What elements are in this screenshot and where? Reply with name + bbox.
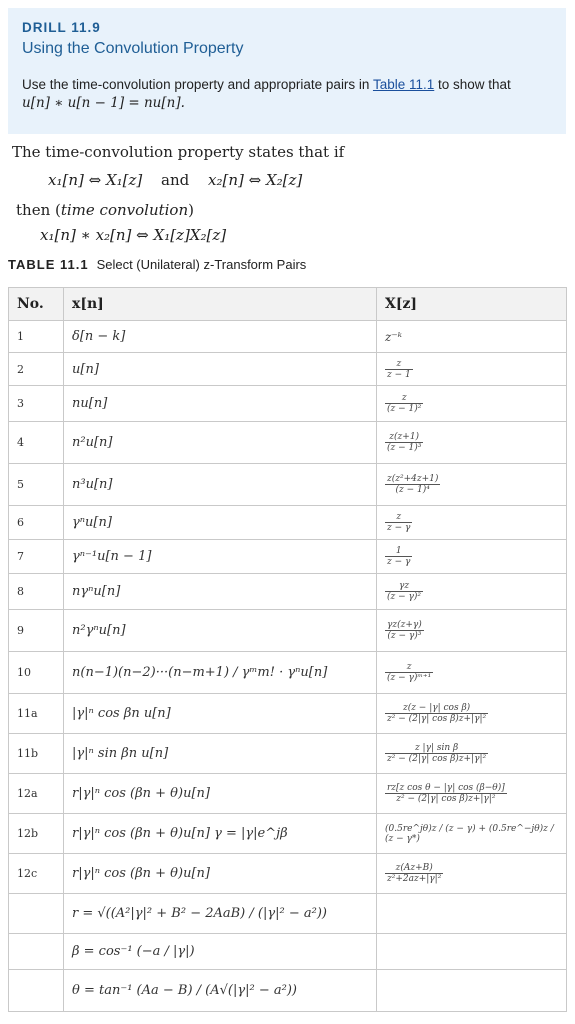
- row-xn: u[n]: [64, 353, 377, 386]
- denominator: z − 1: [387, 369, 411, 380]
- fraction: [385, 359, 413, 380]
- row-xn: δ[n − k]: [64, 321, 377, 353]
- convolution-result: x₁[n] ∗ x₂[n] ⇔ X₁[z]X₂[z]: [40, 226, 227, 244]
- row-xn: γⁿu[n]: [64, 506, 377, 540]
- table-header-row: [9, 288, 567, 321]
- table-row: [9, 652, 567, 694]
- z-transform-table: [8, 287, 567, 1012]
- row-number: [9, 894, 64, 934]
- numerator: z: [385, 393, 423, 404]
- table-caption-text: Select (Unilateral) z-Transform Pairs: [96, 257, 307, 272]
- pair2: x₂[n] ⇔ X₂[z]: [208, 171, 303, 189]
- row-xn: r|γ|ⁿ cos (βn + θ)u[n] γ = |γ|e^jβ: [64, 814, 377, 854]
- table-row: [9, 694, 567, 734]
- row-xz: [377, 506, 567, 540]
- row-xz: [377, 652, 567, 694]
- row-xz: [377, 464, 567, 506]
- table-row: [9, 422, 567, 464]
- row-number: 10: [9, 652, 64, 694]
- row-xz: [377, 854, 567, 894]
- fraction: [385, 581, 423, 602]
- table-caption-label: TABLE 11.1: [8, 257, 89, 272]
- numerator: 1: [385, 546, 412, 557]
- denominator: z²+2az+|γ|²: [387, 874, 442, 884]
- numerator: z(Az+B): [385, 863, 443, 874]
- table-row: [9, 734, 567, 774]
- table-row: [9, 854, 567, 894]
- row-xz: z⁻ᵏ: [377, 321, 567, 353]
- table-row: [9, 970, 567, 1012]
- fraction: [385, 703, 488, 724]
- denominator: (z − γ)³: [387, 631, 422, 641]
- row-number: 9: [9, 610, 64, 652]
- row-xn: r = √((A²|γ|² + B² − 2AaB) / (|γ|² − a²)): [64, 894, 377, 934]
- table-caption: [8, 257, 306, 272]
- fraction: [385, 512, 412, 533]
- fraction: [385, 432, 423, 453]
- table-body: [9, 321, 567, 1012]
- drill-equation: u[n] ∗ u[n − 1] = nu[n].: [22, 95, 185, 111]
- denominator: (z − γ)²: [387, 592, 422, 602]
- header-xn: x[n]: [64, 288, 377, 321]
- row-xz: [377, 734, 567, 774]
- pair1: x₁[n] ⇔ X₁[z]: [48, 171, 143, 189]
- numerator: z(z+1): [385, 432, 423, 443]
- intro-text: The time-convolution property states that if: [12, 143, 345, 161]
- drill-label: DRILL 11.9: [22, 20, 101, 35]
- row-xn: γⁿ⁻¹u[n − 1]: [64, 540, 377, 574]
- drill-text-after: to show that: [434, 77, 511, 92]
- and-text: and: [161, 171, 190, 189]
- row-xz: [377, 694, 567, 734]
- row-xn: θ = tan⁻¹ (Aa − B) / (A√(|γ|² − a²)): [64, 970, 377, 1012]
- row-xz: [377, 610, 567, 652]
- row-xz: [377, 970, 567, 1012]
- row-number: 12a: [9, 774, 64, 814]
- fraction: [385, 783, 507, 804]
- row-number: 3: [9, 386, 64, 422]
- row-xz: [377, 422, 567, 464]
- row-xn: r|γ|ⁿ cos (βn + θ)u[n]: [64, 774, 377, 814]
- denominator: z − γ: [387, 557, 411, 567]
- denominator: z² − (2|γ| cos β)z+|γ|²: [396, 794, 496, 804]
- row-xz: [377, 386, 567, 422]
- then-text: [16, 201, 194, 219]
- denominator: z² − (2|γ| cos β)z+|γ|²: [387, 714, 487, 724]
- denominator: z − γ: [387, 523, 411, 533]
- drill-text-before: Use the time-convolution property and appropriate pairs in: [22, 77, 373, 92]
- row-number: [9, 970, 64, 1012]
- row-number: 4: [9, 422, 64, 464]
- row-number: 12c: [9, 854, 64, 894]
- row-xn: n³u[n]: [64, 464, 377, 506]
- table-row: [9, 814, 567, 854]
- table-row: [9, 321, 567, 353]
- numerator: γz(z+γ): [387, 620, 422, 630]
- denominator: (z − γ)ᵐ⁺¹: [387, 673, 432, 683]
- row-xn: r|γ|ⁿ cos (βn + θ)u[n]: [64, 854, 377, 894]
- table-row: [9, 353, 567, 386]
- row-xn: n²u[n]: [64, 422, 377, 464]
- numerator: z: [385, 359, 413, 370]
- row-xn: n(n−1)(n−2)···(n−m+1) / γᵐm! · γⁿu[n]: [64, 652, 377, 694]
- row-xn: β = cos⁻¹ (−a / |γ|): [64, 934, 377, 970]
- row-xz: [377, 774, 567, 814]
- row-xn: nu[n]: [64, 386, 377, 422]
- row-number: 6: [9, 506, 64, 540]
- row-number: [9, 934, 64, 970]
- table-row: [9, 574, 567, 610]
- denominator: (z − 1)³: [387, 443, 422, 453]
- fraction: [385, 662, 433, 683]
- table-row: [9, 610, 567, 652]
- table-row: [9, 540, 567, 574]
- numerator: z: [385, 662, 433, 673]
- row-number: 1: [9, 321, 64, 353]
- row-number: 8: [9, 574, 64, 610]
- fraction: [385, 620, 424, 641]
- row-number: 12b: [9, 814, 64, 854]
- drill-box: [8, 8, 566, 134]
- fraction: [385, 863, 443, 884]
- denominator: z² − (2|γ| cos β)z+|γ|²: [387, 754, 487, 764]
- fraction: [385, 546, 412, 567]
- row-number: 5: [9, 464, 64, 506]
- row-xn: |γ|ⁿ cos βn u[n]: [64, 694, 377, 734]
- then-em: time convolution: [60, 201, 189, 219]
- row-xz: [377, 540, 567, 574]
- row-xn: nγⁿu[n]: [64, 574, 377, 610]
- then-close: ): [188, 201, 194, 219]
- fraction: [385, 743, 488, 764]
- row-xn: n²γⁿu[n]: [64, 610, 377, 652]
- drill-title: Using the Convolution Property: [22, 40, 244, 57]
- denominator: (z − 1)⁴: [395, 485, 430, 495]
- table-row: [9, 894, 567, 934]
- row-xz: (0.5re^jθ)z / (z − γ) + (0.5re^−jθ)z / (z − γ*): [377, 814, 567, 854]
- header-no: No.: [9, 288, 64, 321]
- row-xz: [377, 934, 567, 970]
- numerator: z(z − |γ| cos β): [385, 703, 488, 714]
- header-xz: X[z]: [377, 288, 567, 321]
- numerator: rz[z cos θ − |γ| cos (β−θ)]: [387, 783, 505, 793]
- row-number: 11b: [9, 734, 64, 774]
- row-xz: [377, 353, 567, 386]
- numerator: z |γ| sin β: [385, 743, 488, 754]
- row-number: 7: [9, 540, 64, 574]
- table-row: [9, 934, 567, 970]
- numerator: z(z²+4z+1): [387, 474, 439, 484]
- row-xn: |γ|ⁿ sin βn u[n]: [64, 734, 377, 774]
- drill-text: [22, 76, 552, 112]
- pair-line: [48, 171, 302, 189]
- fraction: [385, 474, 440, 495]
- table-link[interactable]: Table 11.1: [372, 77, 435, 92]
- table-row: [9, 464, 567, 506]
- row-number: 11a: [9, 694, 64, 734]
- denominator: (z − 1)²: [387, 404, 422, 414]
- row-xz: [377, 574, 567, 610]
- then-open: then (: [16, 201, 61, 219]
- fraction: [385, 393, 423, 414]
- row-xz: [377, 894, 567, 934]
- numerator: z: [385, 512, 412, 523]
- numerator: γz: [385, 581, 423, 592]
- table-row: [9, 506, 567, 540]
- table-row: [9, 386, 567, 422]
- table-row: [9, 774, 567, 814]
- row-number: 2: [9, 353, 64, 386]
